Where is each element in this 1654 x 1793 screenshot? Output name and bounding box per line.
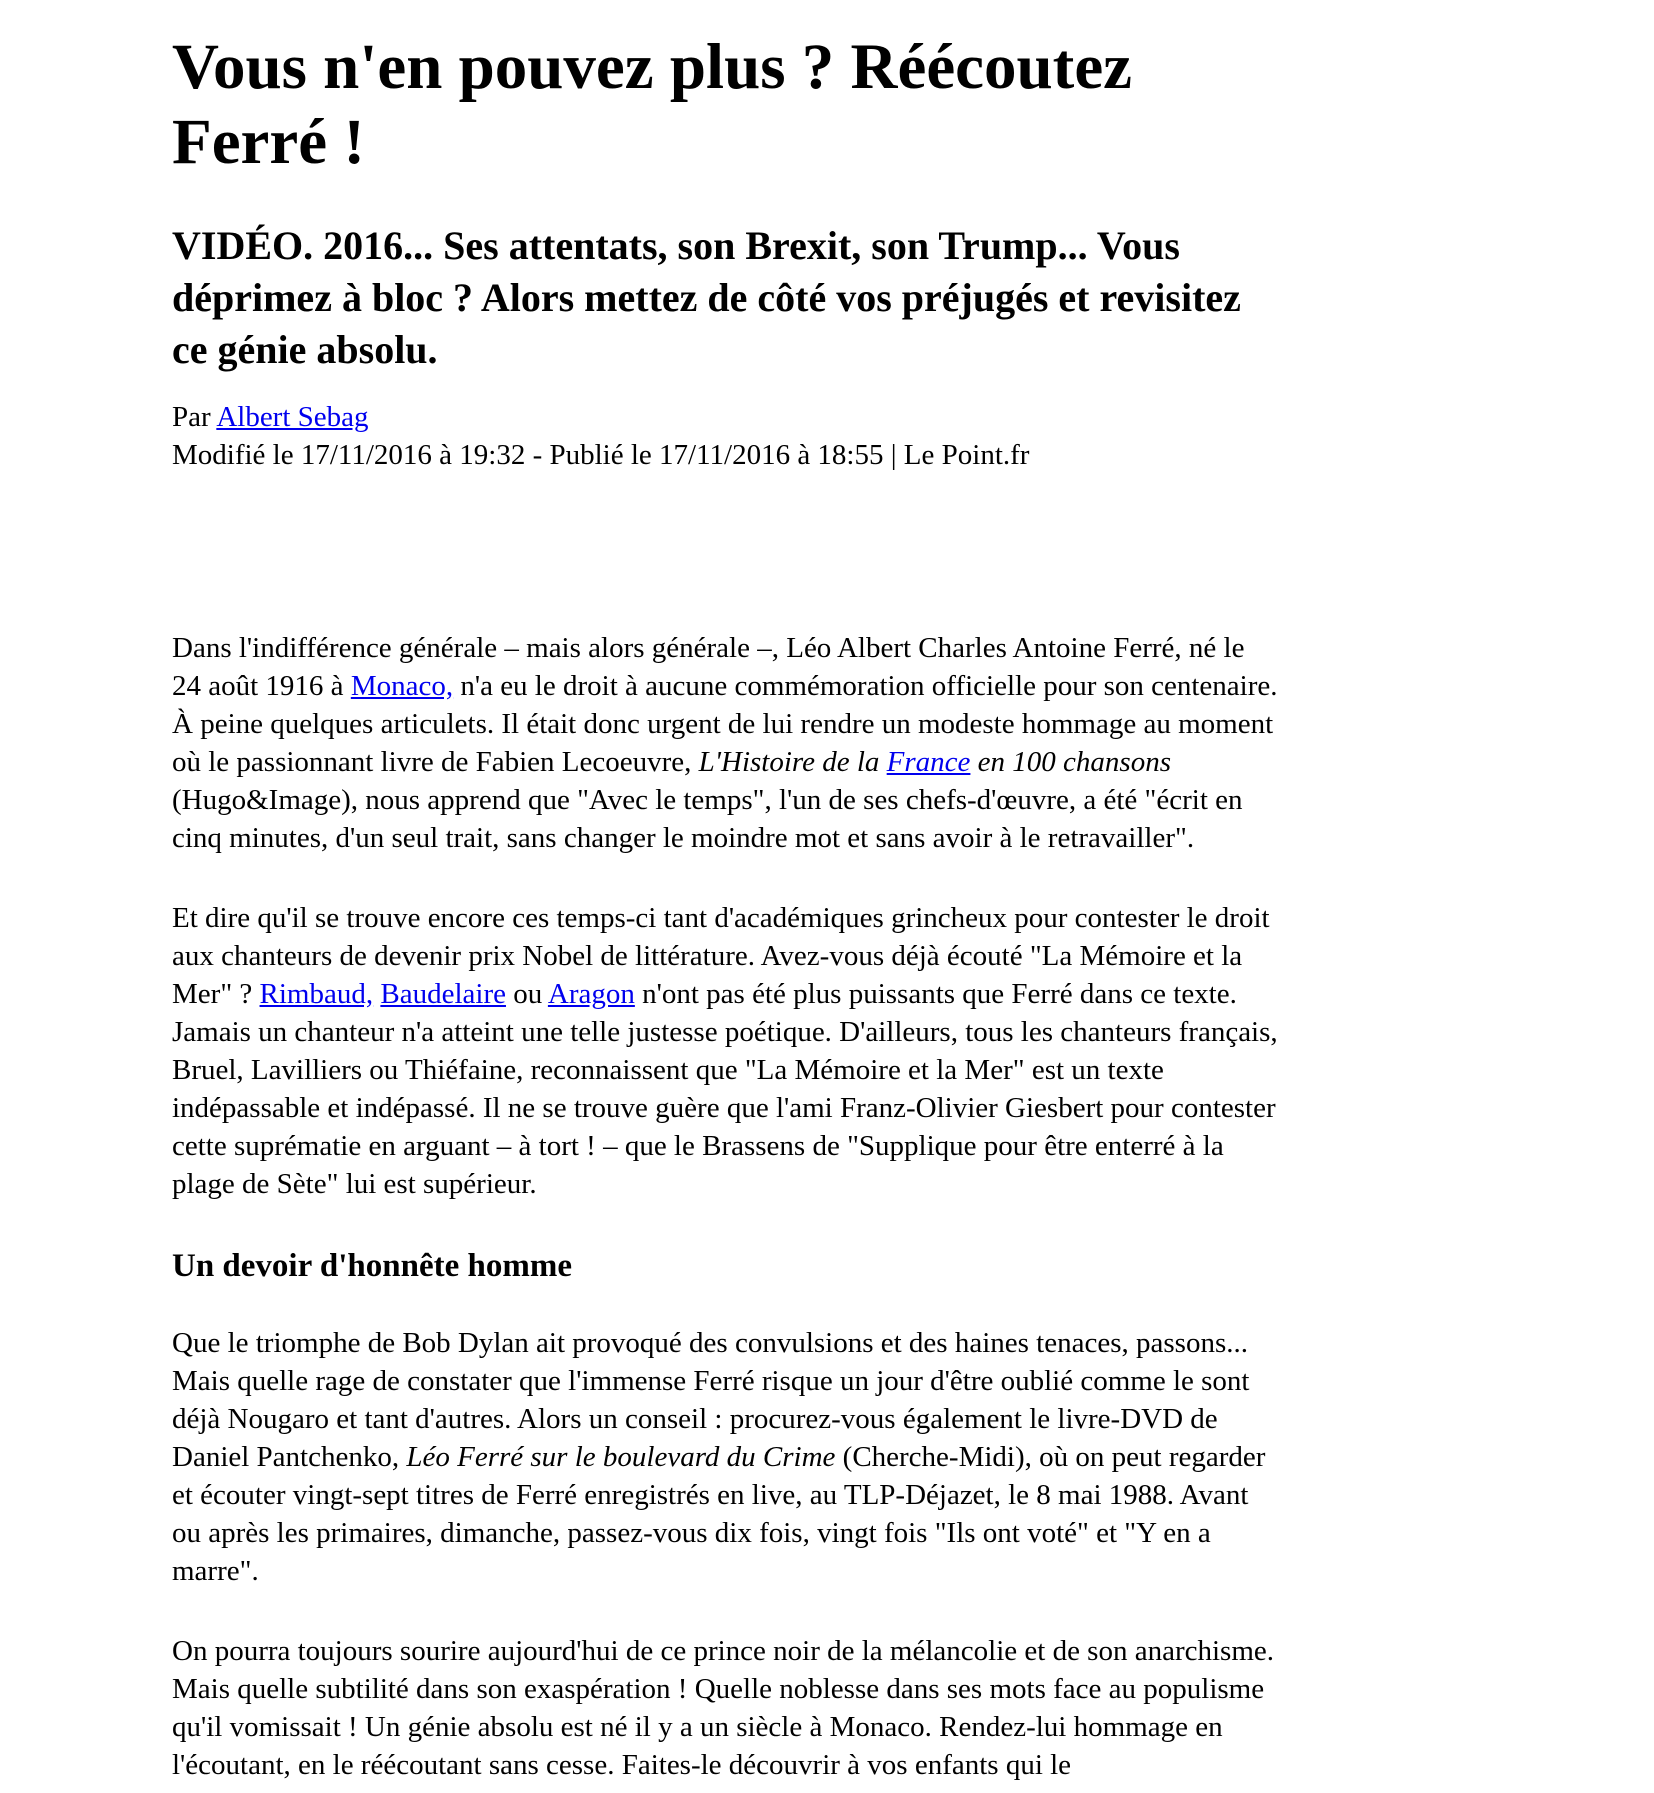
link-rimbaud[interactable]: Rimbaud,: [259, 978, 374, 1010]
text-segment: Par: [172, 401, 217, 433]
text-segment: Que le triomphe de Bob Dylan ait provoqué des convulsions et des haines tenaces, passons... Mais quelle rage de constater que l'immense Ferré risque un jour d'être oublié comme le sont déjà Nougaro et tant d'autres. Alors un conseil : procurez-vous également le livre-DVD de Daniel Pantchenko,: [172, 1327, 1250, 1473]
link-aragon[interactable]: Aragon: [547, 978, 635, 1010]
author-link[interactable]: Albert Sebag: [216, 401, 369, 433]
text-segment: Dans l'indifférence générale – mais alors générale –, Léo Albert Charles Antoine Ferré, né le 24 août 1916 à: [172, 632, 1245, 702]
text-segment: Et dire qu'il se trouve encore ces temps-ci tant d'académiques grincheux pour contester le droit aux chanteurs de devenir prix Nobel de littérature. Avez-vous déjà écouté "La Mémoire et la Mer" ?: [172, 902, 1270, 1010]
article-content: [172, 30, 1280, 1793]
text-segment: n'ont pas été plus puissants que Ferré dans ce texte. Jamais un chanteur n'a atteint une telle justesse poétique. D'ailleurs, tous les chanteurs français, Bruel, Lavilliers ou Thiéfaine, reconnaissent que "La Mémoire et la Mer" est un texte indépassable et indépassé. Il ne se trouve guère que l'ami Franz-Olivier Giesbert pour contester cette suprématie en arguant – à tort ! – que le Brassens de "Supplique pour être enterré à la plage de Sète" lui est supérieur.: [172, 978, 1278, 1200]
text-segment: n'a eu le droit à aucune commémoration officielle pour son centenaire. À peine quelques articulets. Il était donc urgent de lui rendre un modeste hommage au moment où le passionnant livre de Fabien Lecoeuvre,: [172, 670, 1278, 778]
text-segment: ou: [505, 978, 548, 1010]
text-segment: On pourra toujours sourire aujourd'hui de ce prince noir de la mélancolie et de son anarchisme. Mais quelle subtilité dans son exaspération ! Quelle noblesse dans ses mots face au populisme qu'il vomissait ! Un génie absolu est né il y a un siècle à Monaco. Rendez-lui hommage en l'écoutant, en le réécoutant sans cesse. Faites-le découvrir à vos enfants qui le: [172, 1635, 1275, 1781]
media-spacer: [172, 474, 1280, 629]
article-title: Vous n'en pouvez plus ? Réécoutez Ferré !: [172, 31, 1133, 178]
text-segment: (Hugo&Image), nous apprend que "Avec le temps", l'un de ses chefs-d'œuvre, a été "écrit en cinq minutes, d'un seul trait, sans changer le moindre mot et sans avoir à le retravailler".: [172, 784, 1243, 854]
byline: [172, 398, 1280, 436]
italic-text: en 100 chansons: [970, 746, 1171, 778]
link-france[interactable]: France: [886, 746, 971, 778]
paragraph-1: [172, 629, 1280, 857]
link-baudelaire[interactable]: Baudelaire: [380, 978, 506, 1010]
article-standfirst: VIDÉO. 2016... Ses attentats, son Brexit, son Trump... Vous déprimez à bloc ? Alors mettez de côté vos préjugés et revisitez ce génie absolu.: [172, 223, 1241, 372]
text-segment: (Cherche-Midi), où on peut regarder et écouter vingt-sept titres de Ferré enregistrés en live, au TLP-Déjazet, le 8 mai 1988. Avant ou après les primaires, dimanche, passez-vous dix fois, vingt fois "Ils ont voté" et "Y en a marre".: [172, 1441, 1266, 1587]
paragraph-4: [172, 1632, 1280, 1784]
link-monaco[interactable]: Monaco,: [350, 670, 454, 702]
paragraph-2: [172, 899, 1280, 1203]
italic-text: Léo Ferré sur le boulevard du Crime: [406, 1441, 836, 1473]
paragraph-3: [172, 1324, 1280, 1590]
dateline: Modifié le 17/11/2016 à 19:32 - Publié le 17/11/2016 à 18:55 | Le Point.fr: [172, 439, 1030, 471]
italic-text: L'Histoire de la: [698, 746, 887, 778]
section-heading: Un devoir d'honnête homme: [172, 1248, 572, 1284]
